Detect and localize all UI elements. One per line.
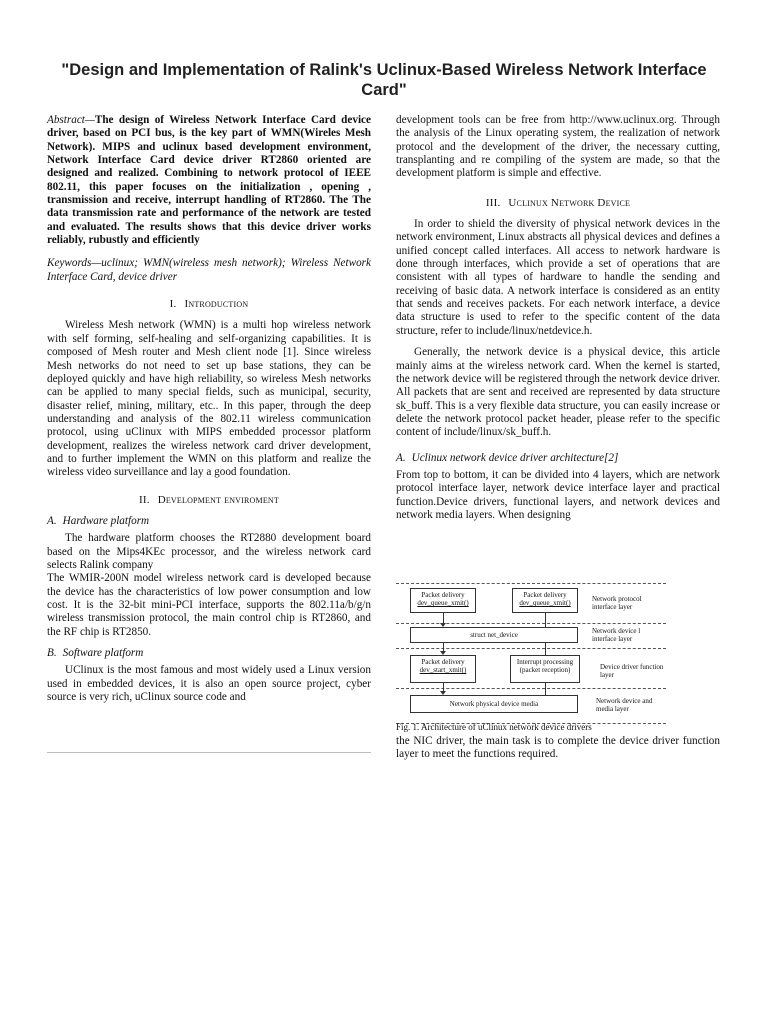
- architecture-figure: [396, 583, 668, 725]
- network-device-paragraph-2: Generally, the network device is a physical device, this article mainly aims at the wireless network card. When the kernel is started, the network device will be registered through the network device driver. All packets that are sent and received are represented by data structure sk_buff. This is a very flexible data structure, you can easily increase or delete the network protocol packet header, please refer to the specific content of include/linux/sk_buff.h.: [396, 346, 720, 439]
- figure-label-media-layer: Network device and media layer: [596, 697, 653, 713]
- connector-line: [545, 613, 546, 627]
- hardware-paragraph-2: The WMIR-200N model wireless network card is developed because the device has the characteristics of low power consumption and low cost. It is the 32-bit mini-PCI interface, supports the 802.11a/b/g/n wireless transmission protocol, the main control chip is RT2860, and the RF chip is RT2850.: [47, 572, 371, 638]
- network-device-paragraph-1: In order to shield the diversity of physical network devices in the network environment, Linux abstracts all physical devices and defines a unified concept called interfaces. All access to network hardware is done through interfaces, which provide a set of operations that are consistent with all types of hardware to handle the sending and receiving of basic data. A network interface is considered as an entity that sends and receives packets. For each network interface, a device data structure is used to refer to the specific content of the data structure, refer to include/linux/netdevice.h.: [396, 218, 720, 337]
- software-paragraph-continued: development tools can be free from http://www.uclinux.org. Through the analysis of the Linux operating system, the realization of network protocol and the development of the driver, the necessary cutting, transplanting and re compiling of the system are made, so that the development platform is simple and effective.: [396, 114, 720, 180]
- figure-box-interrupt: Interrupt processing (packet reception): [510, 655, 580, 683]
- figure-label-device-interface-layer: Network device l interface layer: [592, 627, 641, 643]
- subsection-heading-hardware: A. Hardware platform: [47, 514, 150, 527]
- connector-line: [545, 683, 546, 695]
- abstract: [47, 114, 371, 247]
- section-heading-development: II. Development enviroment: [139, 493, 279, 506]
- connector-arrow: [440, 651, 446, 655]
- architecture-paragraph: From top to bottom, it can be divided into 4 layers, which are network protocol interface layer, network device interface layer and practical function.Device drivers, functional layers, and network devices and network media layers. When designing: [396, 468, 720, 521]
- connector-arrow: [440, 691, 446, 695]
- figure-box-queue-xmit-left: Packet delivery dev_queue_xmit(): [410, 588, 476, 613]
- left-column: [47, 114, 371, 704]
- figure-box-media: Network physical device media: [410, 695, 578, 713]
- section-heading-introduction: I. Introduction: [169, 298, 249, 311]
- connector-arrow: [440, 623, 446, 627]
- figure-box-net-device: struct net_device: [410, 627, 578, 643]
- keywords: Keywords—uclinux; WMN(wireless mesh network); Wireless Network Interface Card, device driver: [47, 257, 371, 283]
- figure-label-protocol-layer: Network protocol interface layer: [592, 595, 642, 611]
- figure-dash-2: [396, 623, 666, 624]
- figure-dash-top: [396, 583, 666, 584]
- right-column: [396, 114, 720, 522]
- figure-box-start-xmit: Packet delivery dev_start_xmit(): [410, 655, 476, 683]
- connector-line: [443, 683, 444, 691]
- connector-line: [443, 613, 444, 623]
- figure-label-driver-function-layer: Device driver function layer: [600, 663, 664, 679]
- figure-caption: Fig. 1. Architecture of uClinux network device drivers: [396, 722, 592, 732]
- figure-dash-4: [396, 688, 666, 689]
- connector-line: [545, 643, 546, 655]
- abstract-text: The design of Wireless Network Interface Card device driver, based on PCI bus, is the key part of WMN(Wireles Mesh Network). MIPS and uclinux based development environment, Network Interface Card device driver RT2860 oriented are designed and realized. Combining to network protocol of IEEE 802.11, this paper focuses on the initialization , opening , transmission and receive, interrupt handling of RT2860. The The data transmission rate and performance of the network are tested and evaluated. The results shows that this device driver works reliably, rubustly and efficiently: [47, 114, 371, 247]
- hardware-paragraph-1: The hardware platform chooses the RT2880 development board based on the Mips4KEc processor, and the wireless network card selects Ralink company: [47, 532, 371, 571]
- intro-paragraph: Wireless Mesh network (WMN) is a multi hop wireless network with self forming, self-healing and self-organizing capabilities. It is composed of Mesh router and Mesh client node [1]. Since wireless Mesh networks do not need to set up base stations, they can be deployed quickly and have high reliability, so wireless Mesh networks can be applied to many special fields, such as municipal, security, disaster relief, mining, military, etc.. In this paper, through the deep understanding and analysis of the 802.11 wireless communication protocol, using uClinux with MIPS embedded processor platform development, realizes the wireless network card driver development, and to further implement the WMN on this platform and realize the wireless video surveillance and lay a good foundation.: [47, 319, 371, 479]
- section-heading-network-device: III. Uclinux Network Device: [485, 196, 631, 209]
- architecture-paragraph-continued: the NIC driver, the main task is to complete the device driver function layer to meet the functions required.: [396, 735, 720, 761]
- subsection-heading-software: B. Software platform: [47, 647, 144, 660]
- subsection-heading-architecture: A. Uclinux network device driver architecture[2]: [396, 451, 619, 464]
- figure-dash-3: [396, 648, 666, 649]
- software-paragraph: UClinux is the most famous and most widely used a Linux version used in embedded devices, it is also an open source project, cyber source is very rich, uClinux source code and: [47, 664, 371, 704]
- figure-box-queue-xmit-right: Packet delivery dev_queue_xmit(): [512, 588, 578, 613]
- abstract-label: Abstract—: [47, 114, 95, 126]
- paper-title: "Design and Implementation of Ralink's Uclinux-Based Wireless Network Interface Card": [61, 61, 707, 99]
- connector-line: [443, 643, 444, 651]
- footnote-divider: [47, 752, 371, 753]
